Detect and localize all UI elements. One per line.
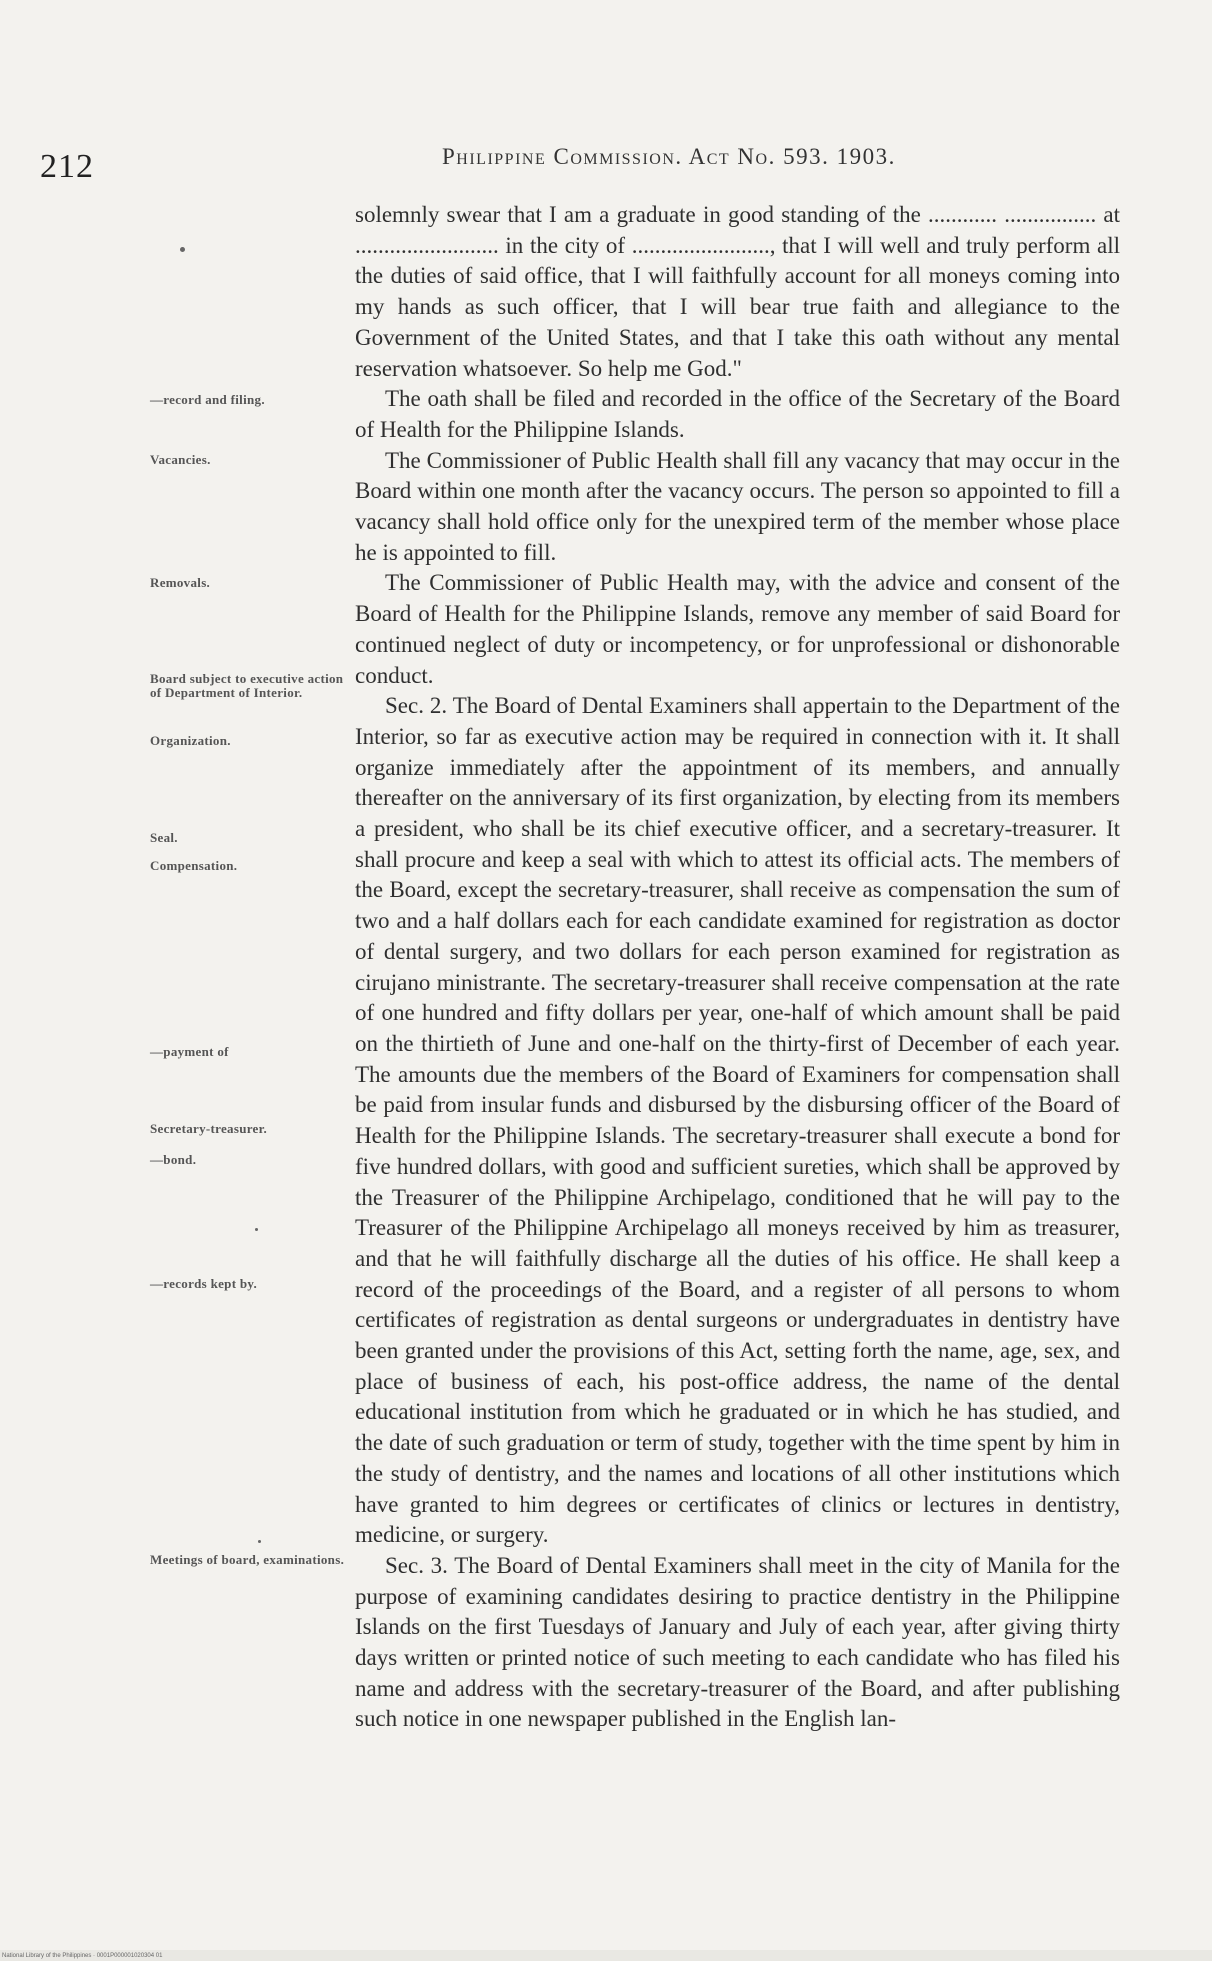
margin-note-compensation: Compensation.: [150, 858, 238, 873]
margin-note-organization: Organization.: [150, 733, 231, 748]
footer-note: National Library of the Philippines · 0001P000001020304 01: [2, 1953, 163, 1959]
margin-note-removals: Removals.: [150, 575, 211, 590]
margin-note-bond: —bond.: [150, 1152, 197, 1167]
page-speck: [258, 1540, 261, 1543]
page-speck: [255, 1228, 258, 1231]
margin-note-secretary-treasurer: Secretary-treasurer.: [150, 1121, 268, 1136]
paragraph-section-2: Sec. 2. The Board of Dental Examiners shall appertain to the Department of the Interior, so far as executive action may be required in connection with it. It shall organize immediately after the appointment of its members, and annually thereafter on the anniversary of its first organization, by electing from its members a president, who shall be its chief executive officer, and a secretary-treasurer. It shall procure and keep a seal with which to attest its official acts. The members of the Board, except the secretary-treasurer, shall receive as compensation the sum of two and a half dollars each for each candidate examined for registration as doctor of dental surgery, and two dollars for each person examined for registration as cirujano ministrante. The secretary-treasurer shall receive compensation at the rate of one hundred and fifty dollars per year, one-half of which amount shall be paid on the thirtieth of June and one-half on the thirty-first of December of each year. The amounts due the members of the Board of Examiners for compensation shall be paid from insular funds and disbursed by the disbursing officer of the Board of Health for the Philippine Islands. The secretary-treasurer shall execute a bond for five hundred dollars, with good and sufficient sureties, which shall be approved by the Treasurer of the Philippine Archipelago, conditioned that he will pay to the Treasurer of the Philippine Archipelago all moneys received by him as treasurer, and that he will faithfully discharge all the duties of his office. He shall keep a record of the proceedings of the Board, and a register of all persons to whom certificates of registration as dental surgeons or undergraduates in dentistry have been granted under the provisions of this Act, setting forth the name, age, sex, and place of business of each, his post-office address, the name of the dental educational institution from which he graduated or in which he has studied, and the date of such graduation or term of study, together with the time spent by him in the study of dentistry, and the names and locations of all other institutions which have granted to him degrees or certificates of clinics or lectures in dentistry, medicine, or surgery.: [355, 693, 1120, 1548]
paragraph-removals: The Commissioner of Public Health may, with the advice and consent of the Board of Health for the Philippine Islands, remove any member of said Board for continued neglect of duty or incompetency, or for unprofessional or dishonorable conduct.: [355, 570, 1120, 688]
running-head: Philippine Commission. Act No. 593. 1903.: [442, 144, 896, 169]
margin-note-vacancies: Vacancies.: [150, 452, 211, 467]
page-number: 212: [40, 148, 94, 185]
margin-note-board-subject: Board subject to executive action of Department of Interior.: [150, 671, 344, 700]
paragraph-oath: solemnly swear that I am a graduate in good standing of the ............ ................ at ......................... in the city of ........................, that I will well and truly perform all the duties of said office, that I will faithfully account for all moneys coming into my hands as such officer, that I will bear true faith and allegiance to the Government of the United States, and that I take this oath without any mental reservation whatsoever. So help me God.": [355, 202, 1120, 381]
paragraph-vacancies: The Commissioner of Public Health shall fill any vacancy that may occur in the Board within one month after the vacancy occurs. The person so appointed to fill a vacancy shall hold office only for the unexpired term of the member whose place he is appointed to fill.: [355, 447, 1120, 565]
margin-note-records-kept: —records kept by.: [150, 1276, 258, 1291]
margin-note-record-filing: —record and filing.: [150, 392, 265, 407]
margin-note-payment: —payment of: [150, 1044, 229, 1059]
page-speck: [180, 247, 185, 252]
paragraph-section-3: Sec. 3. The Board of Dental Examiners shall meet in the city of Manila for the purpose of examining candidates desiring to practice dentistry in the Philippine Islands on the first Tuesdays of January and July of each year, after giving thirty days written or printed notice of such meeting to each candidate who has filed his name and address with the secretary-treasurer of the Board, and after publishing such notice in one newspaper published in the English lan-: [355, 1552, 1120, 1732]
paragraph-oath-filing: The oath shall be filed and recorded in the office of the Secretary of the Board of Health for the Philippine Islands.: [355, 386, 1120, 442]
margin-note-seal: Seal.: [150, 830, 178, 845]
body-text: [355, 200, 1120, 1735]
margin-note-meetings: Meetings of board, examinations.: [150, 1552, 345, 1567]
footer-strip: [0, 1950, 1212, 1961]
